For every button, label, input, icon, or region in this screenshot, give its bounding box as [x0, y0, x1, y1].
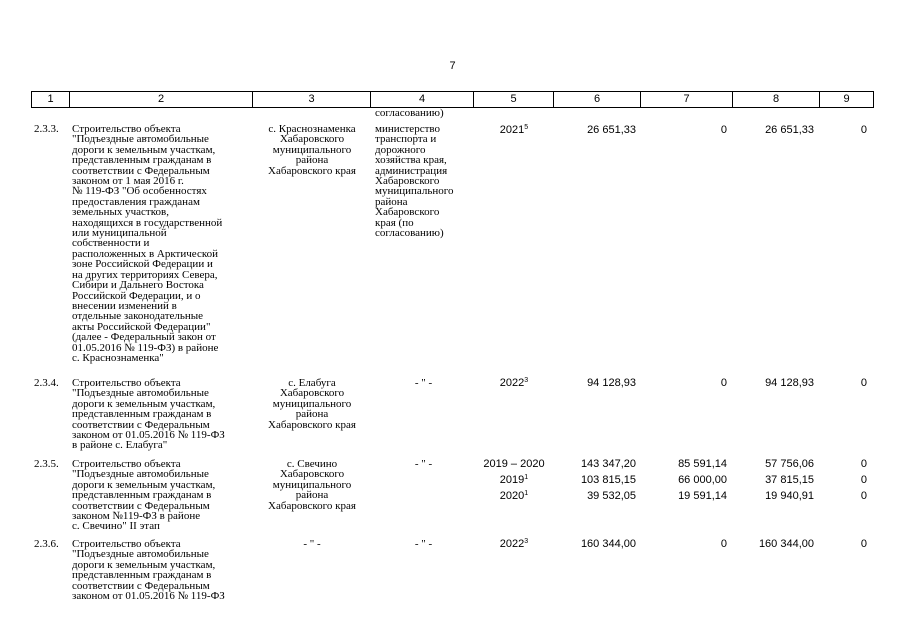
col-number-8: 8 [733, 92, 820, 108]
col-number-9: 9 [820, 92, 874, 108]
col-number-4: 4 [371, 92, 474, 108]
amount-total: 160 344,00 [580, 538, 636, 550]
year-value: 2019 – 2020 [483, 458, 545, 470]
period-year [474, 124, 554, 136]
year-value: 2020 [499, 490, 525, 502]
period-year [474, 474, 554, 486]
col-number-5: 5 [474, 92, 554, 108]
amount-regional: 19 940,91 [765, 490, 814, 502]
project-executor: - " - [414, 538, 433, 550]
year-value: 2022 [499, 538, 525, 550]
row-number: 2.3.4. [34, 377, 59, 389]
year-footnote: 3 [524, 377, 529, 384]
carryover-text: согласованию) [375, 107, 444, 119]
col-number-6: 6 [554, 92, 641, 108]
column-header-table [31, 91, 874, 108]
year-footnote: 1 [524, 474, 529, 481]
period-year [474, 377, 554, 389]
amount-local: 0 [860, 458, 867, 470]
period-year [474, 490, 554, 502]
year-value: 2021 [499, 124, 525, 136]
amount-regional: 94 128,93 [765, 377, 814, 389]
amount-total: 39 532,05 [587, 490, 636, 502]
project-location: с. Елабуга Хабаровского муниципального района Хабаровского края [268, 377, 356, 431]
project-name: Строительство объекта "Подъездные автомобильные дороги к земельным участкам, представленным гражданам в соответствии с Федеральным законом от 01.05.2016 № 119-ФЗ в районе с. Елабуга" [72, 377, 225, 452]
period-year [474, 458, 554, 470]
row-number: 2.3.6. [34, 538, 59, 550]
project-executor: - " - [414, 377, 433, 389]
amount-total: 94 128,93 [587, 377, 636, 389]
period-year [474, 538, 554, 550]
amount-total: 26 651,33 [587, 124, 636, 136]
project-location: с. Краснознаменка Хабаровского муниципального района Хабаровского края [268, 123, 356, 177]
year-footnote: 1 [524, 490, 529, 497]
project-name: Строительство объекта "Подъездные автомобильные дороги к земельным участкам, представленным гражданам в соответствии с Федеральным законом №119-ФЗ в районе с. Свечино" II этап [72, 458, 216, 533]
amount-regional: 160 344,00 [758, 538, 814, 550]
year-footnote: 3 [524, 538, 529, 545]
page-number: 7 [449, 60, 456, 72]
amount-total: 103 815,15 [580, 474, 636, 486]
amount-regional: 37 815,15 [765, 474, 814, 486]
project-executor: министерство транспорта и дорожного хозяйства края, администрация Хабаровского муниципального района Хабаровского края (по согласованию) [375, 123, 454, 240]
project-location: - " - [303, 538, 321, 550]
amount-federal: 0 [720, 377, 727, 389]
col-number-1: 1 [32, 92, 70, 108]
project-executor: - " - [414, 458, 433, 470]
year-footnote: 5 [524, 124, 529, 131]
amount-total: 143 347,20 [580, 458, 636, 470]
amount-local: 0 [860, 490, 867, 502]
amount-local: 0 [860, 538, 867, 550]
amount-federal: 85 591,14 [678, 458, 727, 470]
project-location: с. Свечино Хабаровского муниципального района Хабаровского края [268, 458, 356, 512]
amount-local: 0 [860, 474, 867, 486]
project-name: Строительство объекта "Подъездные автомобильные дороги к земельным участкам, представленным гражданам в соответствии с Федеральным законом от 01.05.2016 № 119-ФЗ [72, 538, 225, 603]
column-number-row [32, 92, 874, 108]
project-name: Строительство объекта "Подъездные автомобильные дороги к земельным участкам, представленным гражданам в соответствии с Федеральным законом от 1 мая 2016 г. № 119-ФЗ "Об особенностях предоставления гражданам земельных участков, находящихся в государственной или муниципальной собственности и расположенных в Арктической зоне Российской Федерации и на других территориях Севера, Сибири и Дальнего Востока Российской Федерации, и о внесении изменений в отдельные законодательные акты Российской Федерации" (далее - Федеральный закон от 01.05.2016 № 119-ФЗ) в районе с. Краснознаменка" [72, 123, 223, 364]
amount-local: 0 [860, 377, 867, 389]
amount-federal: 0 [720, 538, 727, 550]
amount-regional: 26 651,33 [765, 124, 814, 136]
amount-federal: 0 [720, 124, 727, 136]
row-number: 2.3.5. [34, 458, 59, 470]
amount-local: 0 [860, 124, 867, 136]
row-number: 2.3.3. [34, 123, 59, 135]
amount-federal: 66 000,00 [678, 474, 727, 486]
year-value: 2019 [499, 474, 525, 486]
col-number-2: 2 [70, 92, 253, 108]
year-value: 2022 [499, 377, 525, 389]
amount-regional: 57 756,06 [765, 458, 814, 470]
col-number-7: 7 [641, 92, 733, 108]
amount-federal: 19 591,14 [678, 490, 727, 502]
col-number-3: 3 [253, 92, 371, 108]
